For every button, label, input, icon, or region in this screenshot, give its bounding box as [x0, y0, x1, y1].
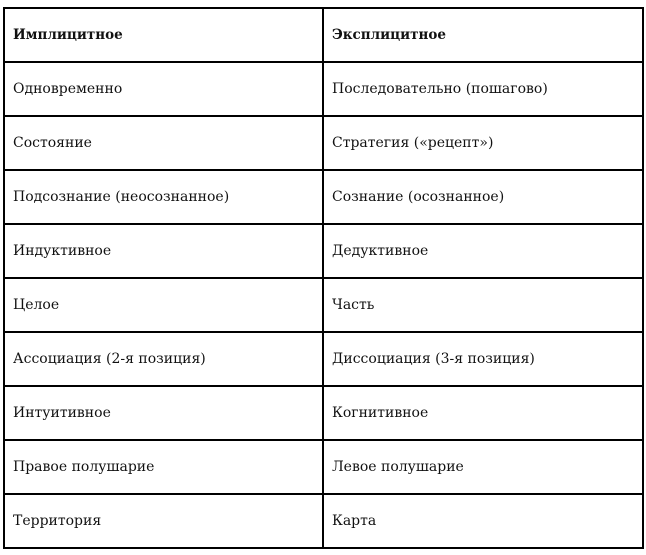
table-row — [4, 278, 643, 332]
comparison-table — [3, 7, 644, 549]
cell-implicit: Правое полушарие — [4, 440, 323, 494]
cell-explicit: Дедуктивное — [323, 224, 643, 278]
table-row — [4, 116, 643, 170]
cell-explicit: Сознание (осознанное) — [323, 170, 643, 224]
cell-implicit: Состояние — [4, 116, 323, 170]
cell-explicit: Левое полушарие — [323, 440, 643, 494]
cell-implicit: Ассоциация (2-я позиция) — [4, 332, 323, 386]
cell-explicit: Часть — [323, 278, 643, 332]
table-header-row — [4, 8, 643, 62]
table-row — [4, 224, 643, 278]
cell-implicit: Целое — [4, 278, 323, 332]
cell-explicit: Последовательно (пошагово) — [323, 62, 643, 116]
cell-explicit: Стратегия («рецепт») — [323, 116, 643, 170]
cell-explicit: Диссоциация (3-я позиция) — [323, 332, 643, 386]
table-row — [4, 440, 643, 494]
header-explicit: Эксплицитное — [323, 8, 643, 62]
table-row — [4, 170, 643, 224]
cell-explicit: Карта — [323, 494, 643, 548]
table-row — [4, 332, 643, 386]
comparison-table-container — [3, 7, 644, 549]
header-implicit: Имплицитное — [4, 8, 323, 62]
table-row — [4, 386, 643, 440]
cell-implicit: Территория — [4, 494, 323, 548]
cell-implicit: Интуитивное — [4, 386, 323, 440]
table-row — [4, 494, 643, 548]
cell-explicit: Когнитивное — [323, 386, 643, 440]
cell-implicit: Индуктивное — [4, 224, 323, 278]
cell-implicit: Одновременно — [4, 62, 323, 116]
table-row — [4, 62, 643, 116]
cell-implicit: Подсознание (неосознанное) — [4, 170, 323, 224]
